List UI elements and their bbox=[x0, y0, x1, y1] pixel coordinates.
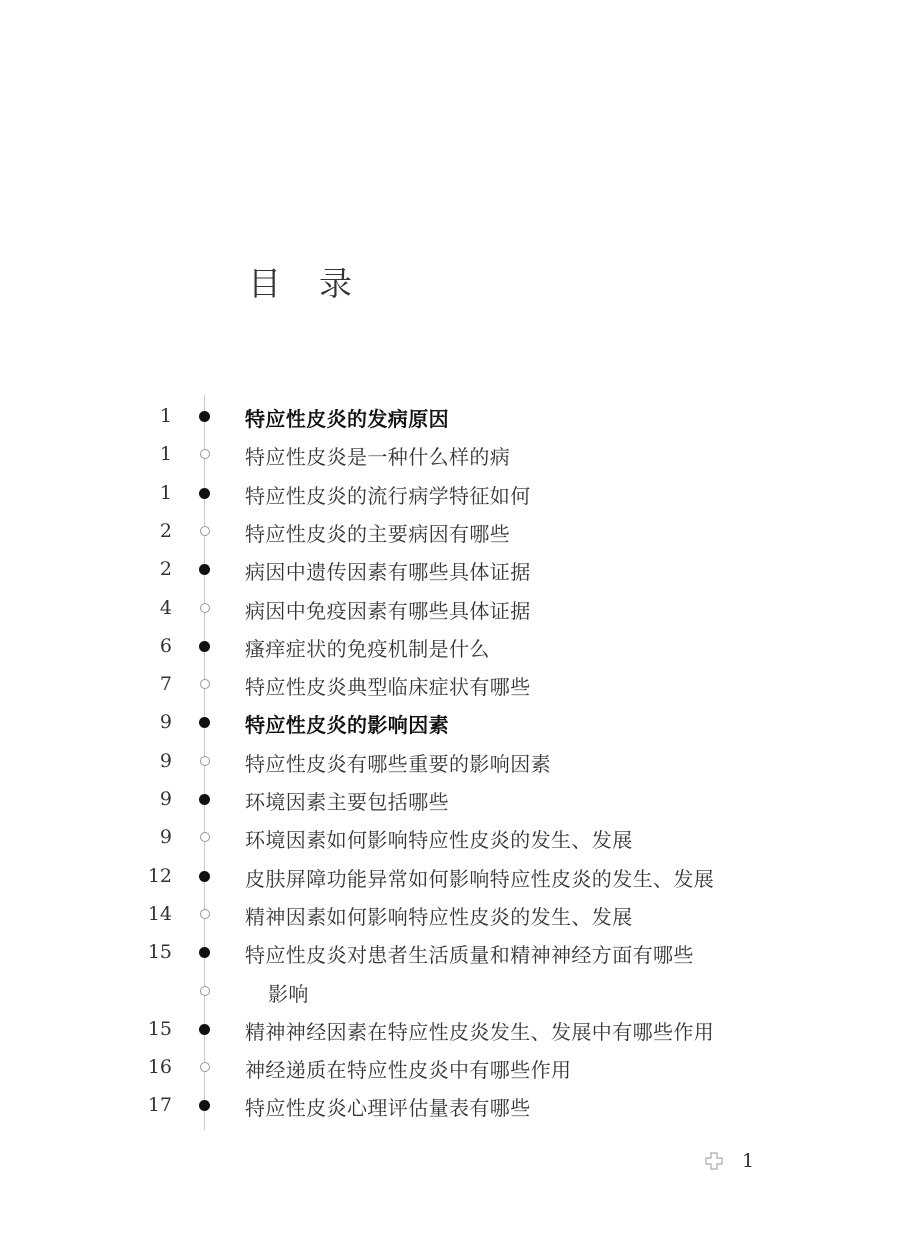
toc-page-number: 15 bbox=[147, 1017, 172, 1040]
toc-page-number: 2 bbox=[159, 558, 172, 581]
filled-bullet-icon bbox=[199, 411, 210, 422]
toc-page-number: 9 bbox=[159, 749, 172, 772]
toc-page-number: 7 bbox=[159, 673, 172, 696]
hollow-bullet-icon bbox=[200, 756, 210, 766]
toc-item-title: 病因中免疫因素有哪些具体证据 bbox=[245, 598, 531, 623]
hollow-bullet-icon bbox=[200, 679, 210, 689]
toc-entry[interactable] bbox=[0, 550, 900, 588]
toc-page-number: 1 bbox=[159, 405, 172, 427]
toc-entry[interactable] bbox=[0, 742, 900, 780]
toc-entry[interactable] bbox=[0, 665, 900, 703]
toc-page-number: 2 bbox=[159, 519, 172, 542]
hollow-bullet-icon bbox=[200, 603, 210, 613]
toc-item-title: 环境因素如何影响特应性皮炎的发生、发展 bbox=[245, 828, 633, 853]
filled-bullet-icon bbox=[199, 871, 210, 882]
toc-entry[interactable] bbox=[0, 1010, 900, 1048]
toc-section-title: 特应性皮炎的影响因素 bbox=[245, 713, 449, 738]
toc-item-title: 特应性皮炎的主要病因有哪些 bbox=[245, 521, 511, 546]
toc-item-title: 病因中遗传因素有哪些具体证据 bbox=[245, 560, 531, 585]
toc-item-title: 精神因素如何影响特应性皮炎的发生、发展 bbox=[245, 904, 633, 929]
toc-entry[interactable] bbox=[0, 435, 900, 473]
toc-page-number: 15 bbox=[147, 941, 172, 964]
toc-entry[interactable] bbox=[0, 589, 900, 627]
toc-item-title: 皮肤屏障功能异常如何影响特应性皮炎的发生、发展 bbox=[245, 866, 715, 891]
toc-entry[interactable] bbox=[0, 397, 900, 435]
toc-page-number: 9 bbox=[159, 788, 172, 810]
toc-entry[interactable] bbox=[0, 703, 900, 741]
hollow-bullet-icon bbox=[200, 526, 210, 536]
toc-entry[interactable] bbox=[0, 972, 900, 1010]
toc-item-title: 神经递质在特应性皮炎中有哪些作用 bbox=[245, 1058, 572, 1083]
filled-bullet-icon bbox=[199, 1100, 210, 1111]
toc-entry[interactable] bbox=[0, 818, 900, 856]
hollow-bullet-icon bbox=[200, 449, 210, 459]
cross-icon bbox=[705, 1152, 723, 1170]
filled-bullet-icon bbox=[199, 641, 210, 652]
hollow-bullet-icon bbox=[200, 832, 210, 842]
toc-item-title: 精神神经因素在特应性皮炎发生、发展中有哪些作用 bbox=[245, 1019, 715, 1044]
filled-bullet-icon bbox=[199, 564, 210, 575]
toc-section-title: 特应性皮炎的发病原因 bbox=[245, 407, 449, 431]
toc-page-number: 9 bbox=[159, 711, 172, 734]
toc-entry[interactable] bbox=[0, 1086, 900, 1124]
toc-page-number: 1 bbox=[159, 481, 172, 504]
toc-entry[interactable] bbox=[0, 857, 900, 895]
toc-item-title: 影响 bbox=[268, 981, 309, 1006]
page-title: 目录 bbox=[248, 264, 390, 303]
filled-bullet-icon bbox=[199, 717, 210, 728]
toc-item-title: 特应性皮炎有哪些重要的影响因素 bbox=[245, 751, 551, 776]
toc-entry[interactable] bbox=[0, 1048, 900, 1086]
toc-entry[interactable] bbox=[0, 780, 900, 818]
toc-item-title: 环境因素主要包括哪些 bbox=[245, 790, 449, 814]
toc-item-title: 特应性皮炎对患者生活质量和精神神经方面有哪些 bbox=[245, 943, 694, 968]
filled-bullet-icon bbox=[199, 1024, 210, 1035]
filled-bullet-icon bbox=[199, 947, 210, 958]
toc-page-number: 1 bbox=[159, 443, 172, 466]
filled-bullet-icon bbox=[199, 794, 210, 805]
toc-item-title: 特应性皮炎心理评估量表有哪些 bbox=[245, 1096, 531, 1121]
toc-page-number: 9 bbox=[159, 826, 172, 849]
toc-page-number: 4 bbox=[159, 596, 172, 619]
toc-page-number: 14 bbox=[147, 902, 172, 925]
toc-page-number: 17 bbox=[147, 1094, 172, 1117]
filled-bullet-icon bbox=[199, 488, 210, 499]
toc-page-number: 6 bbox=[159, 634, 172, 657]
hollow-bullet-icon bbox=[200, 986, 210, 996]
toc-item-title: 瘙痒症状的免疫机制是什么 bbox=[245, 636, 490, 661]
toc-page-number: 12 bbox=[147, 864, 172, 887]
toc-entry[interactable] bbox=[0, 512, 900, 550]
toc-entry[interactable] bbox=[0, 933, 900, 971]
toc-item-title: 特应性皮炎的流行病学特征如何 bbox=[245, 483, 531, 508]
hollow-bullet-icon bbox=[200, 1062, 210, 1072]
toc-item-title: 特应性皮炎典型临床症状有哪些 bbox=[245, 675, 531, 700]
toc-entry[interactable] bbox=[0, 474, 900, 512]
toc-item-title: 特应性皮炎是一种什么样的病 bbox=[245, 445, 511, 470]
footer-page-number: 1 bbox=[742, 1150, 755, 1172]
toc-page-number: 16 bbox=[147, 1056, 172, 1079]
toc-entry[interactable] bbox=[0, 895, 900, 933]
toc-entry[interactable] bbox=[0, 627, 900, 665]
hollow-bullet-icon bbox=[200, 909, 210, 919]
